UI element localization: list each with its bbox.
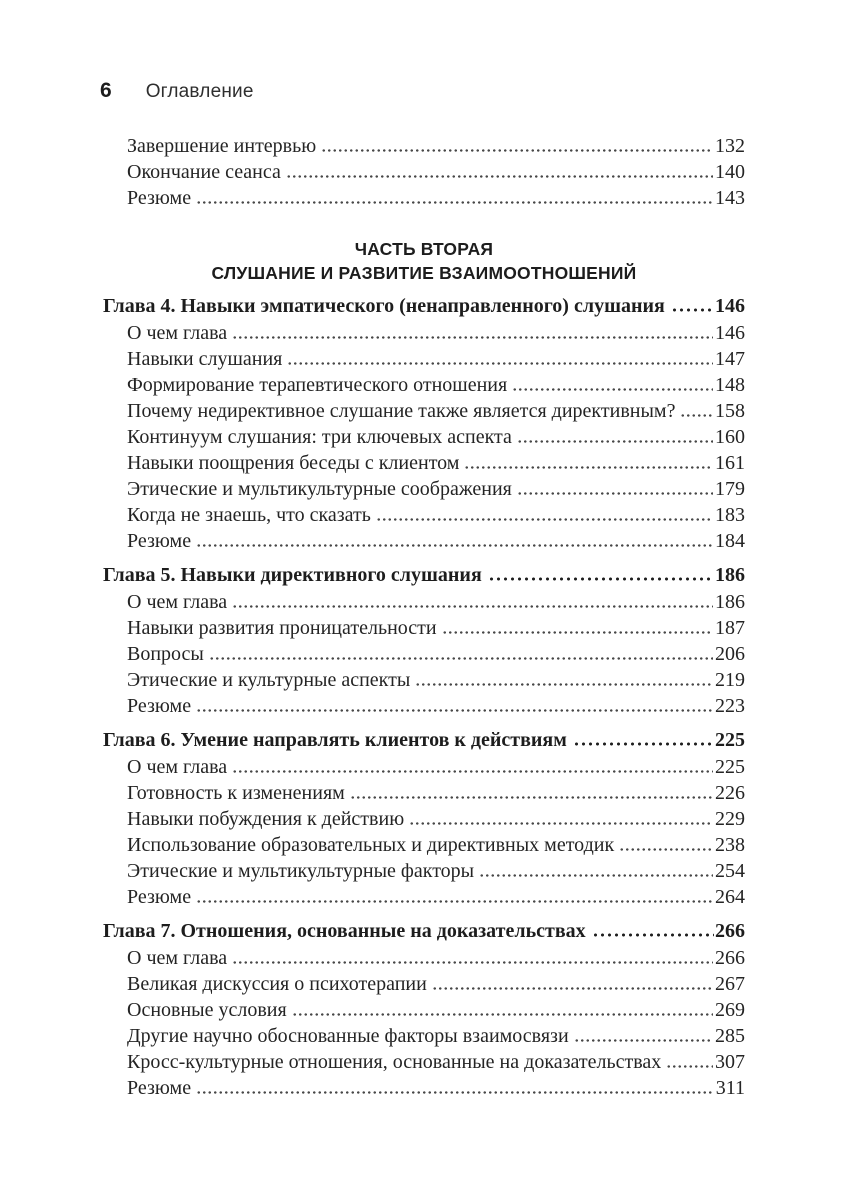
toc-entry-page-number: 148 — [715, 374, 745, 396]
toc-entry — [103, 945, 745, 971]
part-subtitle: СЛУШАНИЕ И РАЗВИТИЕ ВЗАИМООТНОШЕНИЙ — [211, 263, 637, 283]
toc-entry-label: Резюме — [127, 530, 192, 552]
toc-entry-page-number: 184 — [715, 530, 745, 552]
chapter-block — [103, 918, 745, 1101]
toc-entry-label: Резюме — [127, 695, 192, 717]
chapter-title — [103, 727, 745, 754]
toc-entry — [103, 133, 745, 159]
toc-entry-label: Этические и культурные аспекты — [127, 669, 411, 691]
toc-entry-page-number: 183 — [715, 504, 745, 526]
toc-entry-page-number: 267 — [715, 973, 745, 995]
toc-entry-label: Навыки побуждения к действию — [127, 808, 405, 830]
toc-entry — [103, 1023, 745, 1049]
toc-entry — [103, 502, 745, 528]
chapter-title-page-number: 146 — [715, 295, 745, 317]
dotted-leader — [209, 657, 713, 660]
toc-entry-page-number: 238 — [715, 834, 745, 856]
toc-entry — [103, 450, 745, 476]
toc-entry-label: Завершение интервью — [127, 135, 317, 157]
toc-entry — [103, 754, 745, 780]
toc-entry-page-number: 285 — [715, 1025, 745, 1047]
toc-entry — [103, 693, 745, 719]
dotted-leader — [376, 518, 713, 521]
toc-entry-label: Континуум слушания: три ключевых аспекта — [127, 426, 512, 448]
chapter-block — [103, 727, 745, 910]
chapter-block — [103, 562, 745, 719]
chapter-title-page-number: 186 — [715, 564, 745, 586]
toc-entry-label: Резюме — [127, 187, 192, 209]
dotted-leader — [666, 1065, 713, 1068]
chapter-title-page-number: 266 — [715, 920, 745, 942]
toc-entry-page-number: 226 — [715, 782, 745, 804]
dotted-leader — [286, 175, 713, 178]
dotted-leader — [432, 987, 713, 990]
toc-entry — [103, 185, 745, 211]
toc-entry-label: Окончание сеанса — [127, 161, 281, 183]
toc-entry-label: Навыки слушания — [127, 348, 283, 370]
toc-entry — [103, 884, 745, 910]
dotted-leader — [574, 1039, 713, 1042]
toc-entry — [103, 320, 745, 346]
toc-entry — [103, 589, 745, 615]
toc-entry-page-number: 223 — [715, 695, 745, 717]
toc-entry — [103, 858, 745, 884]
toc-entry-page-number: 269 — [715, 999, 745, 1021]
dotted-leader — [350, 796, 713, 799]
toc-entry-page-number: 186 — [715, 591, 745, 613]
toc-entry-page-number: 219 — [715, 669, 745, 691]
toc-entry-label: Навыки поощрения беседы с клиентом — [127, 452, 460, 474]
dotted-leader — [464, 466, 713, 469]
dotted-leader — [232, 961, 713, 964]
dotted-leader — [479, 874, 713, 877]
dotted-leader — [415, 683, 713, 686]
chapter-title-label: Глава 4. Навыки эмпатического (ненаправленного) слушания — [103, 295, 665, 317]
dotted-leader — [517, 492, 713, 495]
toc-entry-page-number: 158 — [715, 400, 745, 422]
dotted-leader — [442, 631, 713, 634]
dotted-leader — [196, 201, 713, 204]
dotted-leader — [512, 388, 713, 391]
chapter-title-label: Глава 5. Навыки директивного слушания — [103, 564, 482, 586]
dotted-leader — [232, 605, 713, 608]
toc-entry-page-number: 229 — [715, 808, 745, 830]
dotted-leader — [619, 848, 713, 851]
dotted-leader — [196, 1091, 714, 1094]
chapter-title-label: Глава 6. Умение направлять клиентов к действиям — [103, 729, 567, 751]
toc-entry-page-number: 311 — [715, 1077, 745, 1099]
part-title: ЧАСТЬ ВТОРАЯ — [354, 239, 494, 259]
toc-entry-page-number: 266 — [715, 947, 745, 969]
toc-entry-page-number: 307 — [715, 1051, 745, 1073]
running-header-title: Оглавление — [145, 81, 254, 102]
toc-entry-page-number: 140 — [715, 161, 745, 183]
dotted-leader — [196, 709, 713, 712]
toc-entry-page-number: 160 — [715, 426, 745, 448]
dotted-leader — [196, 900, 713, 903]
chapter-title-page-number: 225 — [715, 729, 745, 751]
toc-entry-label: Другие научно обоснованные факторы взаимосвязи — [127, 1025, 569, 1047]
dotted-leader — [671, 308, 714, 312]
dotted-leader — [573, 742, 714, 746]
toc-entry — [103, 1075, 745, 1101]
toc-entry-label: Резюме — [127, 886, 192, 908]
toc-entry — [103, 641, 745, 667]
toc-entry-label: Этические и мультикультурные факторы — [127, 860, 475, 882]
dotted-leader — [232, 336, 713, 339]
chapter-title — [103, 918, 745, 945]
toc-entry-label: О чем глава — [127, 322, 228, 344]
toc-entry-label: Навыки развития проницательности — [127, 617, 437, 639]
toc-entry-page-number: 187 — [715, 617, 745, 639]
dotted-leader — [409, 822, 713, 825]
dotted-leader — [196, 544, 713, 547]
toc-entry-page-number: 132 — [715, 135, 745, 157]
toc-entry-page-number: 225 — [715, 756, 745, 778]
toc-entry-label: Когда не знаешь, что сказать — [127, 504, 371, 526]
toc-entry-label: Основные условия — [127, 999, 287, 1021]
toc-entry-label: О чем глава — [127, 756, 228, 778]
dotted-leader — [488, 577, 714, 581]
table-of-contents — [103, 133, 745, 1101]
toc-entry-label: Кросс-культурные отношения, основанные на доказательствах — [127, 1051, 662, 1073]
toc-entry-label: Этические и мультикультурные соображения — [127, 478, 512, 500]
toc-entry-label: Великая дискуссия о психотерапии — [127, 973, 427, 995]
chapter-block — [103, 293, 745, 554]
toc-entry — [103, 528, 745, 554]
dotted-leader — [680, 414, 713, 417]
toc-entry — [103, 372, 745, 398]
dotted-leader — [592, 933, 714, 937]
toc-entry-page-number: 143 — [715, 187, 745, 209]
toc-entry — [103, 346, 745, 372]
toc-entry — [103, 476, 745, 502]
part-heading — [103, 237, 745, 285]
toc-entry — [103, 832, 745, 858]
dotted-leader — [287, 362, 713, 365]
toc-chapters-section — [103, 293, 745, 1101]
dotted-leader — [292, 1013, 713, 1016]
chapter-title-label: Глава 7. Отношения, основанные на доказательствах — [103, 920, 586, 942]
toc-entry-label: Резюме — [127, 1077, 192, 1099]
toc-entry-page-number: 254 — [715, 860, 745, 882]
toc-entry-page-number: 179 — [715, 478, 745, 500]
toc-entry-label: Использование образовательных и директивных методик — [127, 834, 615, 856]
toc-entry-label: О чем глава — [127, 947, 228, 969]
toc-entry-page-number: 206 — [715, 643, 745, 665]
toc-entry — [103, 159, 745, 185]
toc-entry-page-number: 264 — [715, 886, 745, 908]
toc-entry-label: Готовность к изменениям — [127, 782, 345, 804]
toc-entry-page-number: 147 — [715, 348, 745, 370]
dotted-leader — [517, 440, 713, 443]
toc-entry-label: Вопросы — [127, 643, 204, 665]
dotted-leader — [321, 149, 713, 152]
toc-entry — [103, 780, 745, 806]
toc-entry-page-number: 146 — [715, 322, 745, 344]
toc-entry-label: Формирование терапевтического отношения — [127, 374, 508, 396]
toc-entry — [103, 615, 745, 641]
toc-entry — [103, 1049, 745, 1075]
toc-entry-page-number: 161 — [715, 452, 745, 474]
toc-entry — [103, 424, 745, 450]
toc-entry — [103, 997, 745, 1023]
chapter-title — [103, 293, 745, 320]
toc-entry-label: О чем глава — [127, 591, 228, 613]
toc-entry — [103, 971, 745, 997]
dotted-leader — [232, 770, 713, 773]
toc-entry — [103, 398, 745, 424]
running-header — [100, 78, 849, 105]
toc-entry — [103, 667, 745, 693]
page-number: 6 — [100, 79, 112, 102]
toc-entry — [103, 806, 745, 832]
toc-entry-label: Почему недирективное слушание также является директивным? — [127, 400, 676, 422]
chapter-title — [103, 562, 745, 589]
toc-front-section — [103, 133, 745, 211]
